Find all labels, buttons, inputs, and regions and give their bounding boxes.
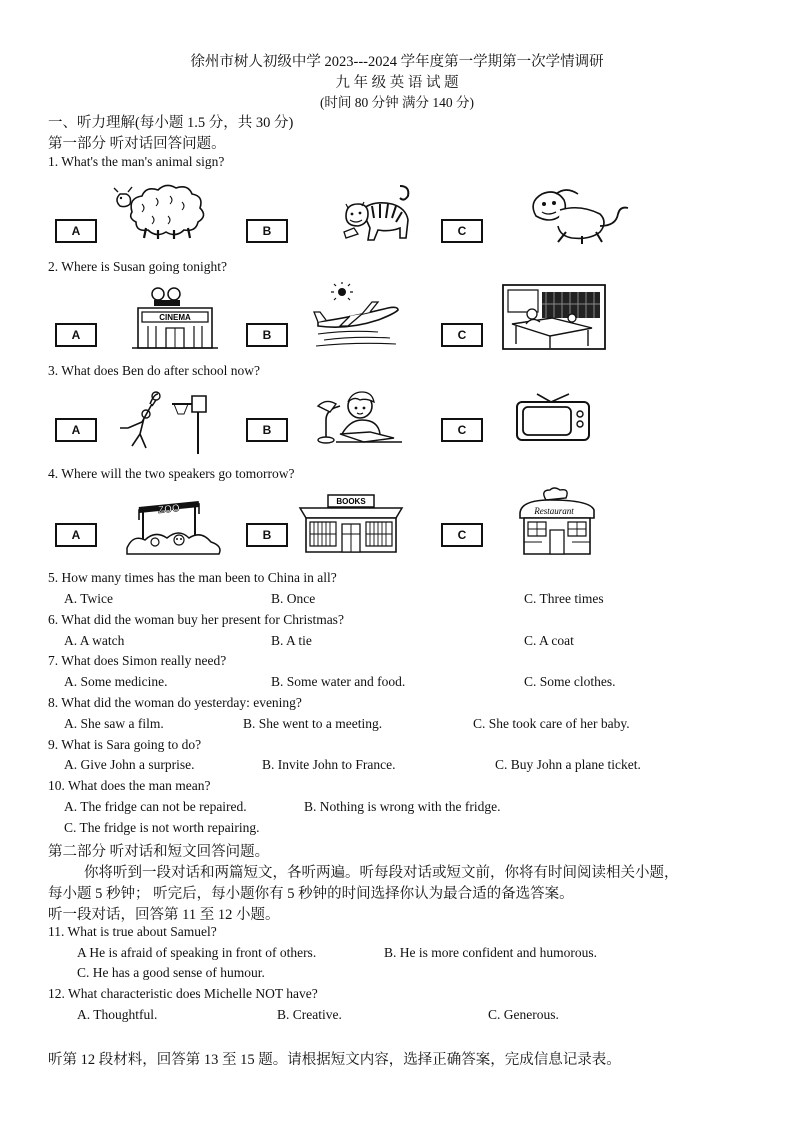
question-11: 11. What is true about Samuel? (48, 924, 217, 939)
part2-heading: 第二部分 听对话和短文回答问题。 (48, 844, 270, 860)
question-4: 4. Where will the two speakers go tomorrow? (48, 466, 295, 481)
zoo-icon (125, 498, 221, 556)
option-box-b[interactable]: B (246, 219, 288, 243)
q10-option-b[interactable]: B. Nothing is wrong with the fridge. (304, 799, 501, 814)
question-5: 5. How many times has the man been to China in all? (48, 570, 337, 585)
television-icon (515, 394, 591, 442)
basketball-icon (116, 392, 212, 454)
question-3: 3. What does Ben do after school now? (48, 363, 260, 378)
tiger-icon (340, 182, 420, 244)
question-2: 2. Where is Susan going tonight? (48, 259, 227, 274)
option-box-a[interactable]: A (55, 323, 97, 347)
option-box-c[interactable]: C (441, 418, 483, 442)
q5-option-b[interactable]: B. Once (271, 591, 316, 606)
q11-option-c[interactable]: C. He has a good sense of humour. (77, 965, 265, 980)
q6-option-c[interactable]: C. A coat (524, 633, 574, 648)
q9-option-b[interactable]: B. Invite John to France. (262, 757, 396, 772)
question-9: 9. What is Sara going to do? (48, 737, 202, 752)
option-box-c[interactable]: C (441, 219, 483, 243)
q7-option-c[interactable]: C. Some clothes. (524, 674, 616, 689)
question-1: 1. What's the man's animal sign? (48, 154, 225, 169)
question-10: 10. What does the man mean? (48, 778, 211, 793)
q9-option-a[interactable]: A. Give John a surprise. (64, 757, 195, 772)
q12-option-c[interactable]: C. Generous. (488, 1007, 559, 1022)
q11-option-a[interactable]: A He is afraid of speaking in front of others. (77, 945, 317, 960)
airplane-icon (314, 284, 400, 348)
q8-option-c[interactable]: C. She took care of her baby. (473, 716, 630, 731)
option-box-c[interactable]: C (441, 323, 483, 347)
q6-option-a[interactable]: A. A watch (64, 633, 125, 648)
question-6: 6. What did the woman buy her present for Christmas? (48, 612, 344, 627)
question-12: 12. What characteristic does Michelle NOT have? (48, 986, 318, 1001)
q7-option-b[interactable]: B. Some water and food. (271, 674, 406, 689)
question-8: 8. What did the woman do yesterday: evening? (48, 695, 302, 710)
option-box-a[interactable]: A (55, 219, 97, 243)
part2-instruction-line1: 你将听到一段对话和两篇短文，各听两遍。听每段对话或短文前，你将有时间阅读相关小题， (84, 865, 679, 881)
q10-option-c[interactable]: C. The fridge is not worth repairing. (64, 820, 260, 835)
q8-option-a[interactable]: A. She saw a film. (64, 716, 164, 731)
exam-title: 九 年 级 英 语 试 题 (335, 75, 459, 91)
school-title: 徐州市树人初级中学 2023---2024 学年度第一学期第一次学情调研 (190, 54, 604, 70)
bookstore-icon (298, 494, 404, 554)
part2-instruction-line2: 每小题 5 秒钟； 听完后，每小题你有 5 秒钟的时间选择你认为最合适的备选答案。 (48, 886, 574, 902)
restaurant-sign-text: Restaurant (534, 506, 574, 516)
q6-option-b[interactable]: B. A tie (271, 633, 312, 648)
option-box-a[interactable]: A (55, 523, 97, 547)
q12-option-b[interactable]: B. Creative. (277, 1007, 342, 1022)
cinema-sign-text: CINEMA (159, 313, 191, 322)
q12-option-a[interactable]: A. Thoughtful. (77, 1007, 158, 1022)
library-icon (502, 284, 606, 350)
bookstore-sign-text: BOOKS (336, 497, 366, 506)
q5-option-a[interactable]: A. Twice (64, 591, 114, 606)
time-info: (时间 80 分钟 满分 140 分) (319, 95, 475, 110)
option-box-b[interactable]: B (246, 418, 288, 442)
sheep-icon (112, 182, 212, 242)
section1-heading: 一、听力理解(每小题 1.5 分，共 30 分) (48, 115, 294, 131)
option-box-a[interactable]: A (55, 418, 97, 442)
q9-option-c[interactable]: C. Buy John a plane ticket. (495, 757, 641, 772)
question-7: 7. What does Simon really need? (48, 653, 227, 668)
restaurant-icon (516, 490, 598, 556)
option-box-c[interactable]: C (441, 523, 483, 547)
q8-option-b[interactable]: B. She went to a meeting. (243, 716, 383, 731)
q5-option-c[interactable]: C. Three times (524, 591, 604, 606)
monkey-icon (526, 186, 632, 246)
q11-option-b[interactable]: B. He is more confident and humorous. (384, 945, 597, 960)
q10-option-a[interactable]: A. The fridge can not be repaired. (64, 799, 247, 814)
dialogue-intro: 听一段对话，回答第 11 至 12 小题。 (48, 907, 280, 923)
studying-boy-icon (312, 390, 402, 446)
part1-heading: 第一部分 听对话回答问题。 (48, 136, 226, 152)
footer-instruction: 听第 12 段材料，回答第 13 至 15 题。请根据短文内容，选择正确答案，完成信息记录表。 (48, 1052, 621, 1068)
option-box-b[interactable]: B (246, 523, 288, 547)
option-box-b[interactable]: B (246, 323, 288, 347)
q7-option-a[interactable]: A. Some medicine. (64, 674, 168, 689)
zoo-sign-text: ZOO (157, 502, 181, 517)
cinema-icon (132, 284, 218, 350)
